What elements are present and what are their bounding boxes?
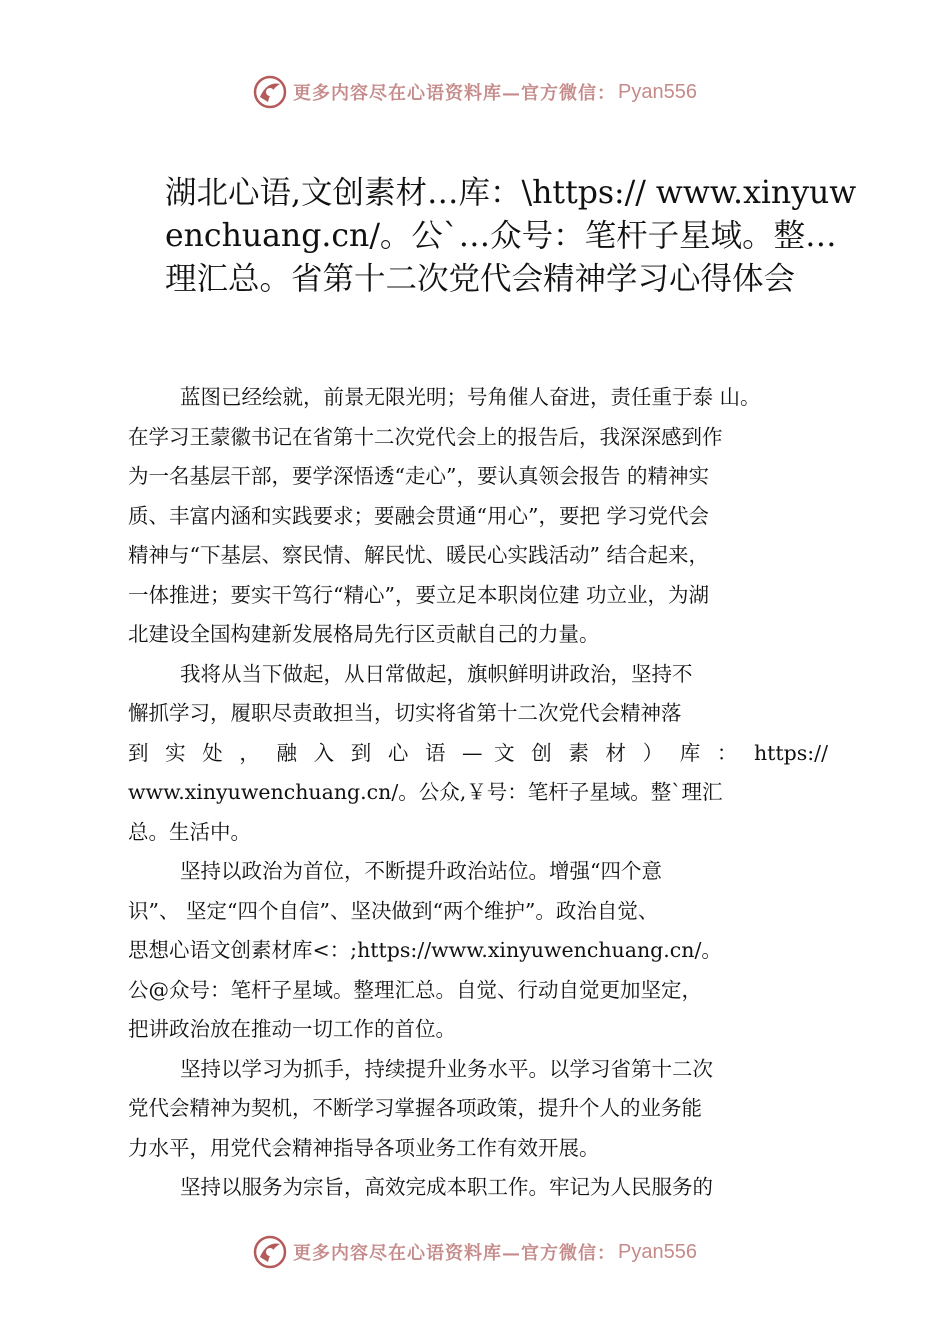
header-banner xyxy=(0,70,950,114)
paragraph-line: 坚持以服务为宗旨，高效完成本职工作。牢记为人民服务的 xyxy=(180,1175,713,1199)
paragraph-line: 一体推进；要实干笃行“精心”，要立足本职岗位建 功立业，为湖 xyxy=(128,582,709,607)
paragraph-line: 我将从当下做起，从日常做起，旗帜鲜明讲政治，坚持不 xyxy=(180,661,693,686)
paragraph-line: 为一名基层干部，要学深悟透“走心”，要认真领会报告 的精神实 xyxy=(128,464,709,488)
paragraph-line: 蓝图已经绘就，前景无限光明；号角催人奋进，责任重于泰 山。 xyxy=(180,385,761,409)
paragraph-line: www.xinyuwenchuang.cn/。公众,￥号：笔杆子星域。整`理汇 xyxy=(128,780,723,804)
paragraph-line: 坚持以政治为首位，不断提升政治站位。增强“四个意 xyxy=(180,859,662,883)
paragraph-line: 坚持以学习为抓手，持续提升业务水平。以学习省第十二次 xyxy=(180,1056,713,1081)
document-title: 湖北心语,文创素材…库：\https:// www.xinyuwenchuang.cn/。公`…众号：笔杆子星域。整…理汇总。省第十二次党代会精神学习心得体会 xyxy=(165,175,857,297)
paragraph-line: 到 实 处 ， 融 入 到 心 语 — 文 创 素 材 ） 库 ： https:// xyxy=(128,740,828,765)
banner-text: 更多内容尽在心语资料库—官方微信： xyxy=(293,1243,617,1264)
footer-banner xyxy=(0,1230,950,1274)
paragraph-line: 力水平，用党代会精神指导各项业务工作有效开展。 xyxy=(128,1135,600,1160)
paragraph-line: 总。生活中。 xyxy=(128,819,251,844)
document-body xyxy=(128,378,873,1208)
banner-text: 更多内容尽在心语资料库—官方微信： xyxy=(293,83,617,104)
paragraph-3 xyxy=(128,852,873,1050)
banner-wechat-id: Pyan556 xyxy=(618,80,697,103)
paragraph-1 xyxy=(128,378,873,655)
paragraph-line: 北建设全国构建新发展格局先行区贡献自己的力量。 xyxy=(128,622,600,646)
paragraph-4 xyxy=(128,1050,873,1169)
paragraph-line: 公@众号：笔杆子星域。整理汇总。自觉、行动自觉更加坚定， xyxy=(128,977,702,1002)
logo-icon xyxy=(253,75,287,109)
paragraph-line: 识”、 坚定“四个自信”、坚决做到“两个维护”。政治自觉、 xyxy=(128,898,659,923)
paragraph-line: 思想心语文创素材库<：;https://www.xinyuwenchuang.cn/。 xyxy=(128,938,722,962)
paragraph-line: 党代会精神为契机，不断学习掌握各项政策，提升个人的业务能 xyxy=(128,1096,702,1120)
paragraph-2 xyxy=(128,655,873,853)
paragraph-line: 把讲政治放在推动一切工作的首位。 xyxy=(128,1017,456,1041)
paragraph-line: 质、丰富内涵和实践要求；要融会贯通“用心”，要把 学习党代会 xyxy=(128,503,709,528)
paragraph-5 xyxy=(128,1168,873,1208)
paragraph-line: 懈抓学习，履职尽责敢担当，切实将省第十二次党代会精神落 xyxy=(128,701,682,725)
banner-wechat-id: Pyan556 xyxy=(618,1240,697,1263)
paragraph-line: 精神与“下基层、察民情、解民忧、暖民心实践活动” 结合起来， xyxy=(128,543,709,567)
logo-icon xyxy=(253,1235,287,1269)
paragraph-line: 在学习王蒙徽书记在省第十二次党代会上的报告后，我深深感到作 xyxy=(128,424,723,449)
